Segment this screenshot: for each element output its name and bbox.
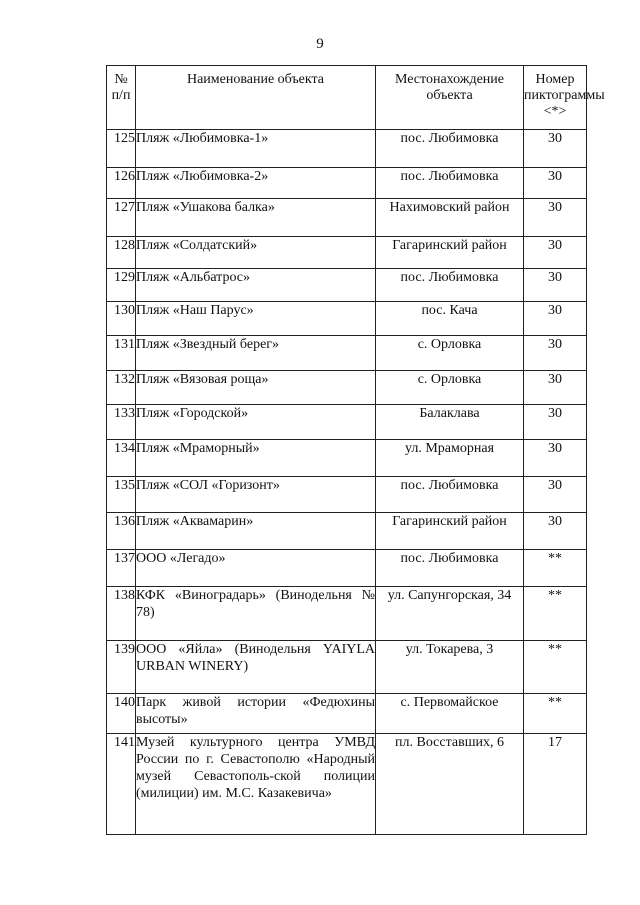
row-pictogram: 30 — [524, 237, 587, 269]
row-location: Балаклава — [376, 405, 524, 440]
row-pictogram: 30 — [524, 269, 587, 302]
row-num: 138 — [107, 587, 136, 641]
table-row — [107, 168, 587, 199]
header-location: Местонахождение объекта — [376, 66, 524, 130]
row-location: пос. Любимовка — [376, 477, 524, 513]
row-name: Пляж «Наш Парус» — [136, 302, 376, 336]
row-num: 133 — [107, 405, 136, 440]
row-num: 137 — [107, 550, 136, 587]
row-pictogram: 30 — [524, 440, 587, 477]
row-pictogram: 17 — [524, 734, 587, 835]
row-name: Пляж «Альбатрос» — [136, 269, 376, 302]
row-pictogram: 30 — [524, 336, 587, 371]
row-name: ООО «Легадо» — [136, 550, 376, 587]
row-location: с. Первомайское — [376, 694, 524, 734]
row-num: 126 — [107, 168, 136, 199]
table-row — [107, 269, 587, 302]
table-row — [107, 440, 587, 477]
row-name: Пляж «Солдатский» — [136, 237, 376, 269]
table-row — [107, 405, 587, 440]
row-location: ул. Сапунгорская, 34 — [376, 587, 524, 641]
row-location: пос. Любимовка — [376, 168, 524, 199]
table-row — [107, 734, 587, 835]
header-name: Наименование объекта — [136, 66, 376, 130]
row-num: 139 — [107, 641, 136, 694]
row-num: 141 — [107, 734, 136, 835]
row-location: Нахимовский район — [376, 199, 524, 237]
table-row — [107, 237, 587, 269]
row-name: Пляж «Любимовка-2» — [136, 168, 376, 199]
row-name: Пляж «Звездный берег» — [136, 336, 376, 371]
row-location: с. Орловка — [376, 371, 524, 405]
row-num: 130 — [107, 302, 136, 336]
row-location: Гагаринский район — [376, 237, 524, 269]
row-pictogram: 30 — [524, 477, 587, 513]
row-name: Пляж «Вязовая роща» — [136, 371, 376, 405]
row-num: 140 — [107, 694, 136, 734]
row-location: пл. Восставших, 6 — [376, 734, 524, 835]
row-pictogram: 30 — [524, 302, 587, 336]
row-num: 132 — [107, 371, 136, 405]
page-number: 9 — [316, 36, 324, 52]
table-row — [107, 199, 587, 237]
header-pictogram: Номер пиктограммы <*> — [524, 66, 587, 130]
row-pictogram: 30 — [524, 199, 587, 237]
row-name: Пляж «Любимовка-1» — [136, 130, 376, 168]
row-location: пос. Любимовка — [376, 550, 524, 587]
row-pictogram: ** — [524, 641, 587, 694]
table-row — [107, 587, 587, 641]
row-num: 134 — [107, 440, 136, 477]
table-row — [107, 641, 587, 694]
row-pictogram: 30 — [524, 130, 587, 168]
row-name: Пляж «Аквамарин» — [136, 513, 376, 550]
row-location: Гагаринский район — [376, 513, 524, 550]
objects-table — [106, 65, 605, 835]
table-row — [107, 550, 587, 587]
row-num: 125 — [107, 130, 136, 168]
row-num: 136 — [107, 513, 136, 550]
row-pictogram: 30 — [524, 513, 587, 550]
row-pictogram: 30 — [524, 405, 587, 440]
row-num: 131 — [107, 336, 136, 371]
row-pictogram: ** — [524, 587, 587, 641]
row-pictogram: 30 — [524, 168, 587, 199]
row-name: Парк живой истории «Федюхины высоты» — [136, 694, 376, 734]
row-pictogram: ** — [524, 550, 587, 587]
row-pictogram: ** — [524, 694, 587, 734]
row-location: пос. Кача — [376, 302, 524, 336]
row-name: Музей культурного центра УМВД России по г. Севастополю «Народный музей Севастополь-ской полиции (милиции) им. М.С. Казакевича» — [136, 734, 376, 835]
row-num: 129 — [107, 269, 136, 302]
header-num: № п/п — [107, 66, 136, 130]
row-location: ул. Мраморная — [376, 440, 524, 477]
table-row — [107, 694, 587, 734]
row-num: 128 — [107, 237, 136, 269]
table-header-row — [107, 66, 587, 130]
row-location: ул. Токарева, 3 — [376, 641, 524, 694]
row-name: Пляж «Мраморный» — [136, 440, 376, 477]
row-name: Пляж «Ушакова балка» — [136, 199, 376, 237]
row-name: ООО «Яйла» (Винодельня YAIYLA URBAN WINERY) — [136, 641, 376, 694]
table-row — [107, 371, 587, 405]
row-name: Пляж «Городской» — [136, 405, 376, 440]
table-row — [107, 302, 587, 336]
row-location: пос. Любимовка — [376, 269, 524, 302]
table-row — [107, 477, 587, 513]
table-row — [107, 336, 587, 371]
row-location: пос. Любимовка — [376, 130, 524, 168]
row-num: 135 — [107, 477, 136, 513]
row-name: Пляж «СОЛ «Горизонт» — [136, 477, 376, 513]
table-row — [107, 130, 587, 168]
row-pictogram: 30 — [524, 371, 587, 405]
row-num: 127 — [107, 199, 136, 237]
table-row — [107, 513, 587, 550]
row-location: с. Орловка — [376, 336, 524, 371]
row-name: КФК «Виноградарь» (Винодельня № 78) — [136, 587, 376, 641]
